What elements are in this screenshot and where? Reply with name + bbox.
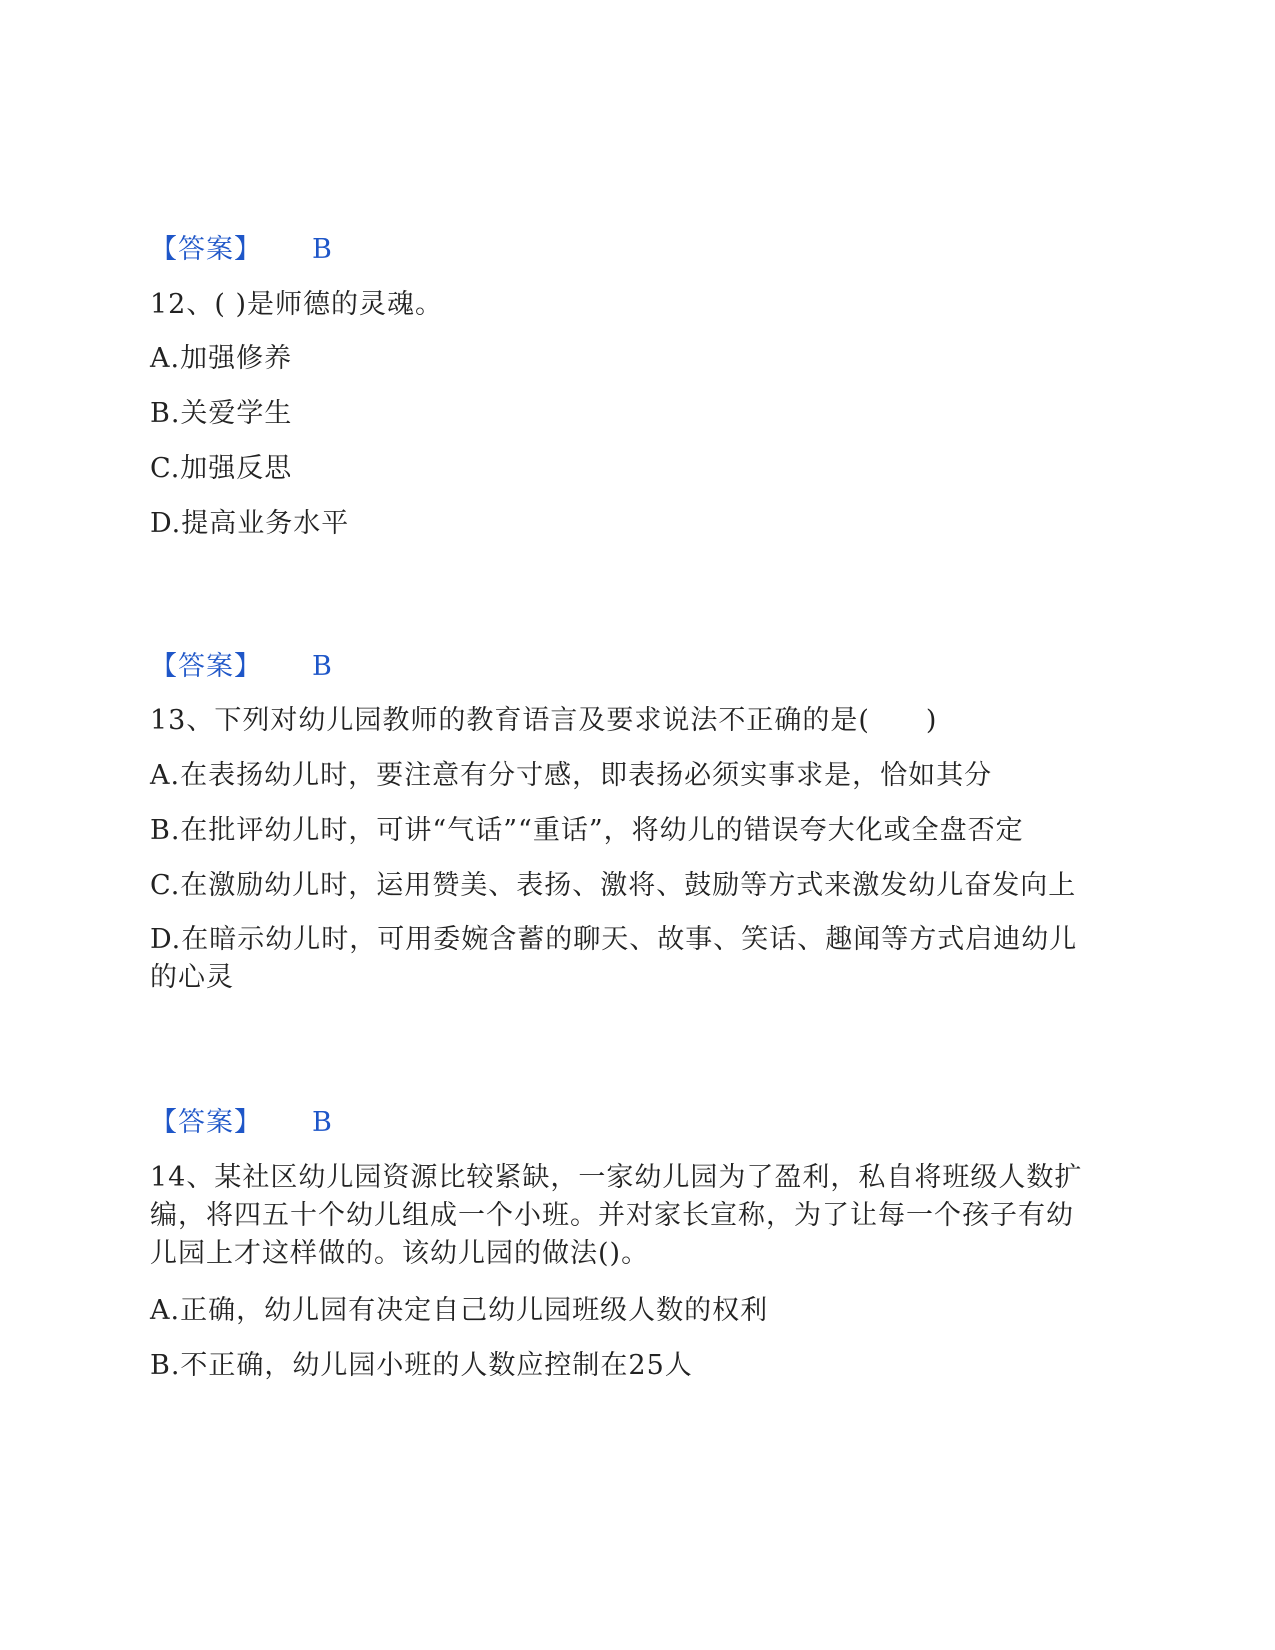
question-option: A.加强修养	[150, 343, 293, 374]
question-option: D.在暗示幼儿时，可用委婉含蓄的聊天、故事、笑话、趣闻等方式启迪幼儿	[150, 924, 1078, 955]
question-option: B.在批评幼儿时，可讲“气话”“重话”，将幼儿的错误夸大化或全盘否定	[150, 815, 1024, 846]
answer-label: 【答案】	[150, 234, 262, 265]
answer-line	[150, 1105, 333, 1141]
answer-line	[150, 232, 333, 268]
answer-value: B	[312, 234, 333, 265]
question-stem-line: 14、某社区幼儿园资源比较紧缺，一家幼儿园为了盈利，私自将班级人数扩	[150, 1162, 1083, 1193]
question-option-continuation: 的心灵	[150, 962, 234, 993]
question-option: A.正确，幼儿园有决定自己幼儿园班级人数的权利	[150, 1295, 769, 1326]
question-option: C.在激励幼儿时，运用赞美、表扬、激将、鼓励等方式来激发幼儿奋发向上	[150, 870, 1077, 901]
answer-line	[150, 649, 333, 685]
question-option: D.提高业务水平	[150, 508, 350, 539]
answer-value: B	[312, 1107, 333, 1138]
question-stem: 12、( )是师德的灵魂。	[150, 289, 444, 320]
question-option: B.不正确，幼儿园小班的人数应控制在25人	[150, 1350, 693, 1381]
question-stem: 13、下列对幼儿园教师的教育语言及要求说法不正确的是( )	[150, 705, 938, 736]
question-option: B.关爱学生	[150, 398, 293, 429]
question-stem-line: 儿园上才这样做的。该幼儿园的做法()。	[150, 1238, 650, 1269]
answer-label: 【答案】	[150, 651, 262, 682]
answer-value: B	[312, 651, 333, 682]
question-option: A.在表扬幼儿时，要注意有分寸感，即表扬必须实事求是，恰如其分	[150, 760, 993, 791]
question-stem-line: 编，将四五十个幼儿组成一个小班。并对家长宣称，为了让每一个孩子有幼	[150, 1200, 1074, 1231]
answer-label: 【答案】	[150, 1107, 262, 1138]
question-option: C.加强反思	[150, 453, 293, 484]
